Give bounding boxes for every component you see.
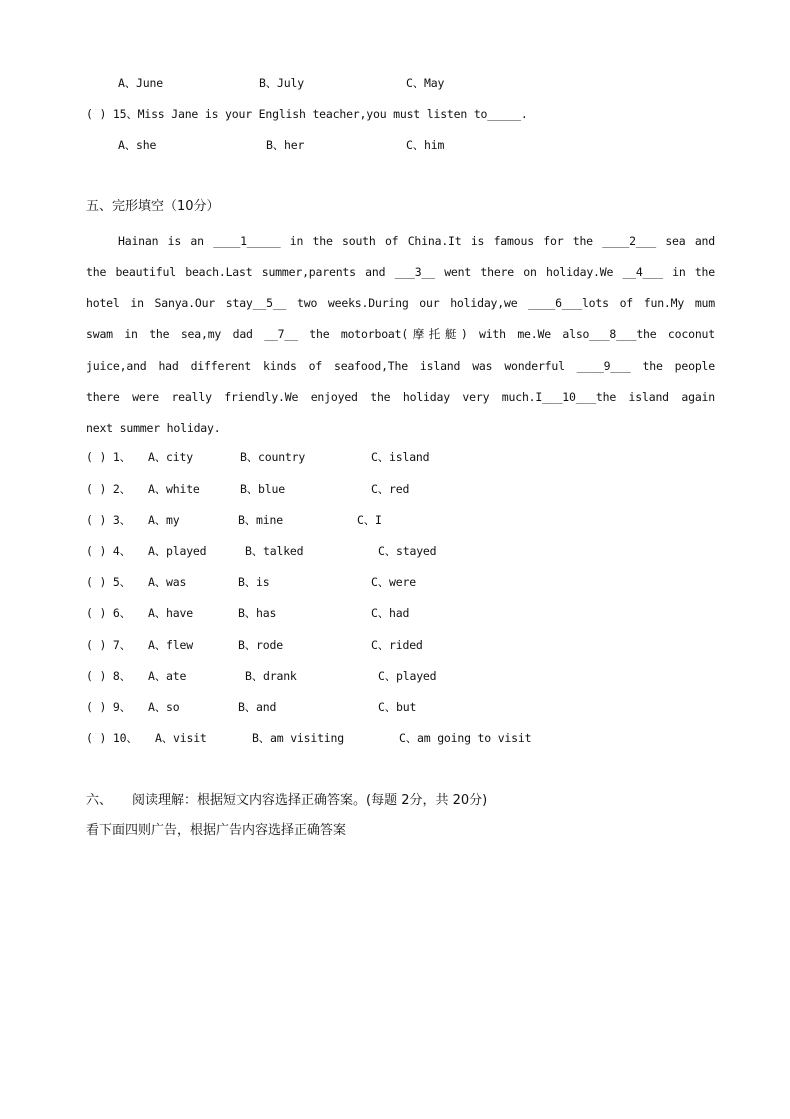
option-a: A、have bbox=[148, 606, 193, 620]
option-b: B、drank bbox=[245, 669, 297, 683]
option-a: A、city bbox=[148, 450, 193, 464]
option-a: A、visit bbox=[155, 731, 207, 745]
q15-option-b: B、her bbox=[266, 138, 305, 152]
option-c: C、but bbox=[378, 700, 417, 714]
option-b: B、talked bbox=[245, 544, 304, 558]
passage-line-7: next summer holiday. bbox=[86, 421, 221, 435]
question-number: ( ) 10、 bbox=[86, 731, 138, 745]
option-a: A、so bbox=[148, 700, 180, 714]
section5-heading: 五、完形填空（10分） bbox=[86, 199, 220, 214]
passage-line-2: the beautiful beach.Last summer,parents and ___3__ went there on holiday.We __4___ in the bbox=[86, 265, 715, 279]
q15-option-a: A、she bbox=[118, 138, 157, 152]
passage-line-4: swam in the sea,my dad __7__ the motorboat(摩托艇) with me.We also___8___the coconut bbox=[86, 327, 715, 341]
option-a: A、played bbox=[148, 544, 207, 558]
question-number: ( ) 5、 bbox=[86, 575, 131, 589]
question-number: ( ) 4、 bbox=[86, 544, 131, 558]
passage-line-6: there were really friendly.We enjoyed the holiday very much.I___10___the island again bbox=[86, 390, 715, 404]
question-number: ( ) 1、 bbox=[86, 450, 131, 464]
passage-line-5: juice,and had different kinds of seafood,The island was wonderful ____9___ the people bbox=[86, 359, 715, 373]
option-a: A、flew bbox=[148, 638, 193, 652]
question-number: ( ) 9、 bbox=[86, 700, 131, 714]
passage-line-3: hotel in Sanya.Our stay__5__ two weeks.During our holiday,we ____6___lots of fun.My mum bbox=[86, 296, 715, 310]
option-a: A、ate bbox=[148, 669, 187, 683]
option-c: C、island bbox=[371, 450, 430, 464]
option-c: C、had bbox=[371, 606, 410, 620]
option-c: C、am going to visit bbox=[399, 731, 532, 745]
q14-option-a: A、June bbox=[118, 76, 163, 90]
question-number: ( ) 7、 bbox=[86, 638, 131, 652]
section6-heading: 阅读理解：根据短文内容选择正确答案。(每题 2分，共 20分) bbox=[132, 793, 488, 808]
option-b: B、blue bbox=[240, 482, 285, 496]
option-a: A、white bbox=[148, 482, 200, 496]
option-b: B、is bbox=[238, 575, 270, 589]
option-b: B、mine bbox=[238, 513, 283, 527]
question-number: ( ) 6、 bbox=[86, 606, 131, 620]
option-c: C、stayed bbox=[378, 544, 437, 558]
option-c: C、rided bbox=[371, 638, 423, 652]
question-number: ( ) 8、 bbox=[86, 669, 131, 683]
q14-option-b: B、July bbox=[259, 76, 304, 90]
option-b: B、and bbox=[238, 700, 277, 714]
section6-subheading: 看下面四则广告，根据广告内容选择正确答案 bbox=[86, 823, 347, 838]
option-b: B、has bbox=[238, 606, 277, 620]
q15-option-c: C、him bbox=[406, 138, 445, 152]
passage-line-1: Hainan is an ____1_____ in the south of China.It is famous for the ____2___ sea and bbox=[118, 234, 715, 248]
option-c: C、played bbox=[378, 669, 437, 683]
question-number: ( ) 2、 bbox=[86, 482, 131, 496]
option-b: B、am visiting bbox=[252, 731, 344, 745]
option-a: A、was bbox=[148, 575, 187, 589]
option-c: C、red bbox=[371, 482, 410, 496]
option-c: C、were bbox=[371, 575, 416, 589]
question-number: ( ) 3、 bbox=[86, 513, 131, 527]
q15-stem: ( ) 15、Miss Jane is your English teacher,you must listen to_____. bbox=[86, 107, 528, 121]
q14-option-c: C、May bbox=[406, 76, 445, 90]
section6-number: 六、 bbox=[86, 793, 113, 808]
option-a: A、my bbox=[148, 513, 180, 527]
option-b: B、rode bbox=[238, 638, 283, 652]
option-b: B、country bbox=[240, 450, 306, 464]
option-c: C、I bbox=[357, 513, 382, 527]
